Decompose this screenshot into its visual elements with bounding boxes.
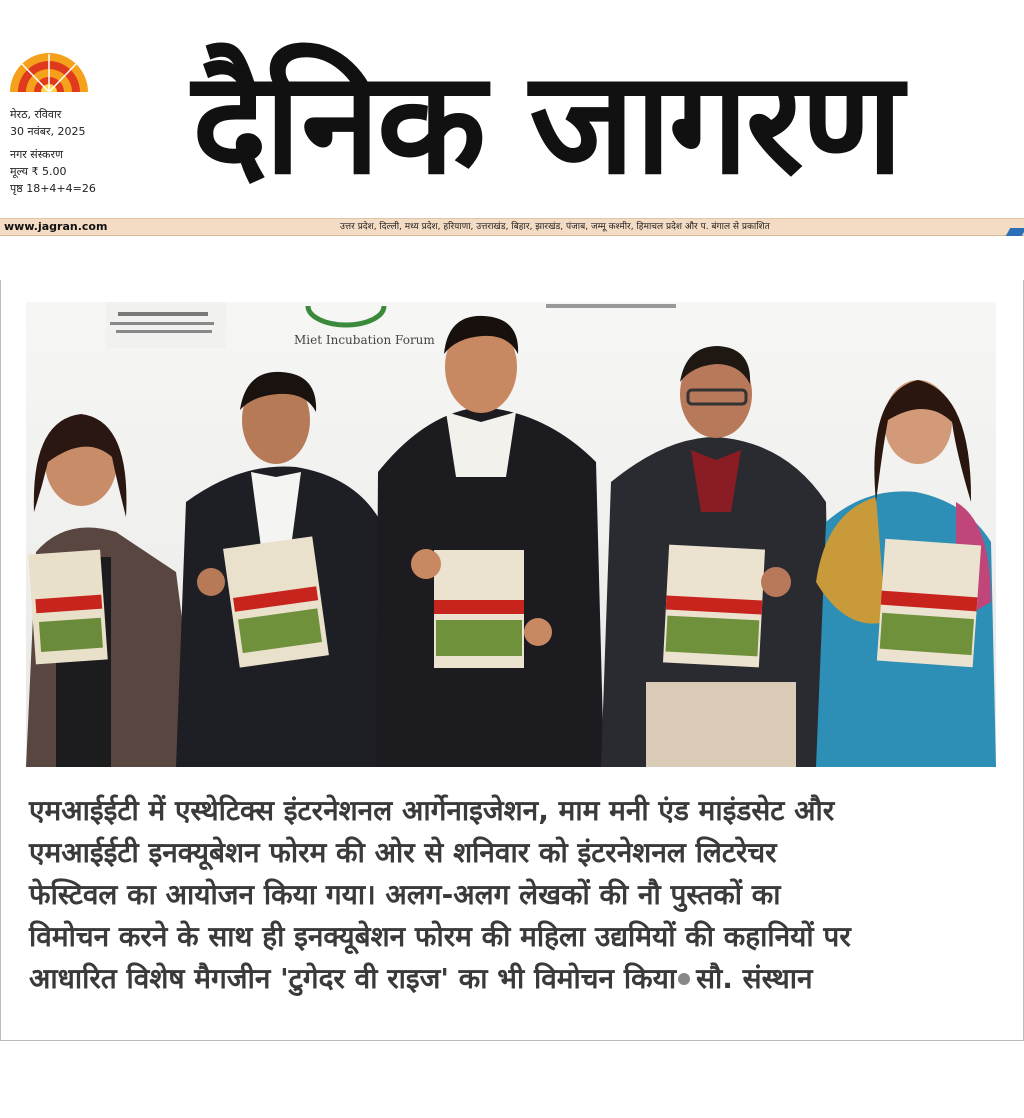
person-5 [816,380,996,767]
news-clipping [0,280,1024,1041]
price: मूल्य ₹ 5.00 [10,165,67,178]
masthead-strip [0,218,1024,236]
edition-name: नगर संस्करण [10,148,63,161]
page-count: पृष्ठ 18+4+4=26 [10,182,96,195]
caption-line-1: एमआईईटी में एस्थेटिक्स इंटरनेशनल आर्गेनाइजेशन, माम मनी एंड माइंडसेट और [29,794,835,827]
credit-bullet-icon [678,973,690,985]
strip-accent [1006,228,1024,236]
event-photo [26,302,996,767]
backdrop-text-forum: Miet Incubation Forum [294,333,435,347]
rising-sun-logo-icon [8,50,90,94]
edition-info [10,106,96,197]
caption-line-5-text: आधारित विशेष मैगजीन 'टुगेदर वी राइज' का भी विमोचन किया [29,962,677,995]
newspaper-title: दैनिक जागरण [192,41,901,206]
book-launch-illustration [26,302,996,767]
editions-line: उत्तर प्रदेश, दिल्ली, मध्य प्रदेश, हरियाणा, उत्तराखंड, बिहार, झारखंड, पंजाब, जम्मू कश्मीर, हिमाचल प्रदेश और प. बंगाल से प्रकाशित [340,222,770,232]
photo-credit: सौ. संस्थान [696,962,813,995]
caption-line-4: विमोचन करने के साथ ही इनक्यूबेशन फोरम की महिला उद्यमियों की कहानियों पर [29,920,851,953]
person-4 [601,346,831,767]
photo-caption [29,790,989,1000]
person-1 [26,414,201,767]
website-link[interactable]: www.jagran.com [4,220,108,233]
person-3 [376,316,604,767]
caption-line-3: फेस्टिवल का आयोजन किया गया। अलग-अलग लेखकों की नौ पुस्तकों का [29,878,781,911]
newspaper-masthead [0,0,1024,240]
place-day: मेरठ, रविवार [10,108,62,121]
issue-date: 30 नवंबर, 2025 [10,125,86,138]
person-2 [176,372,386,767]
caption-line-5 [29,958,989,1000]
caption-line-2: एमआईईटी इनक्यूबेशन फोरम की ओर से शनिवार को इंटरनेशनल लिटरेचर [29,836,777,869]
